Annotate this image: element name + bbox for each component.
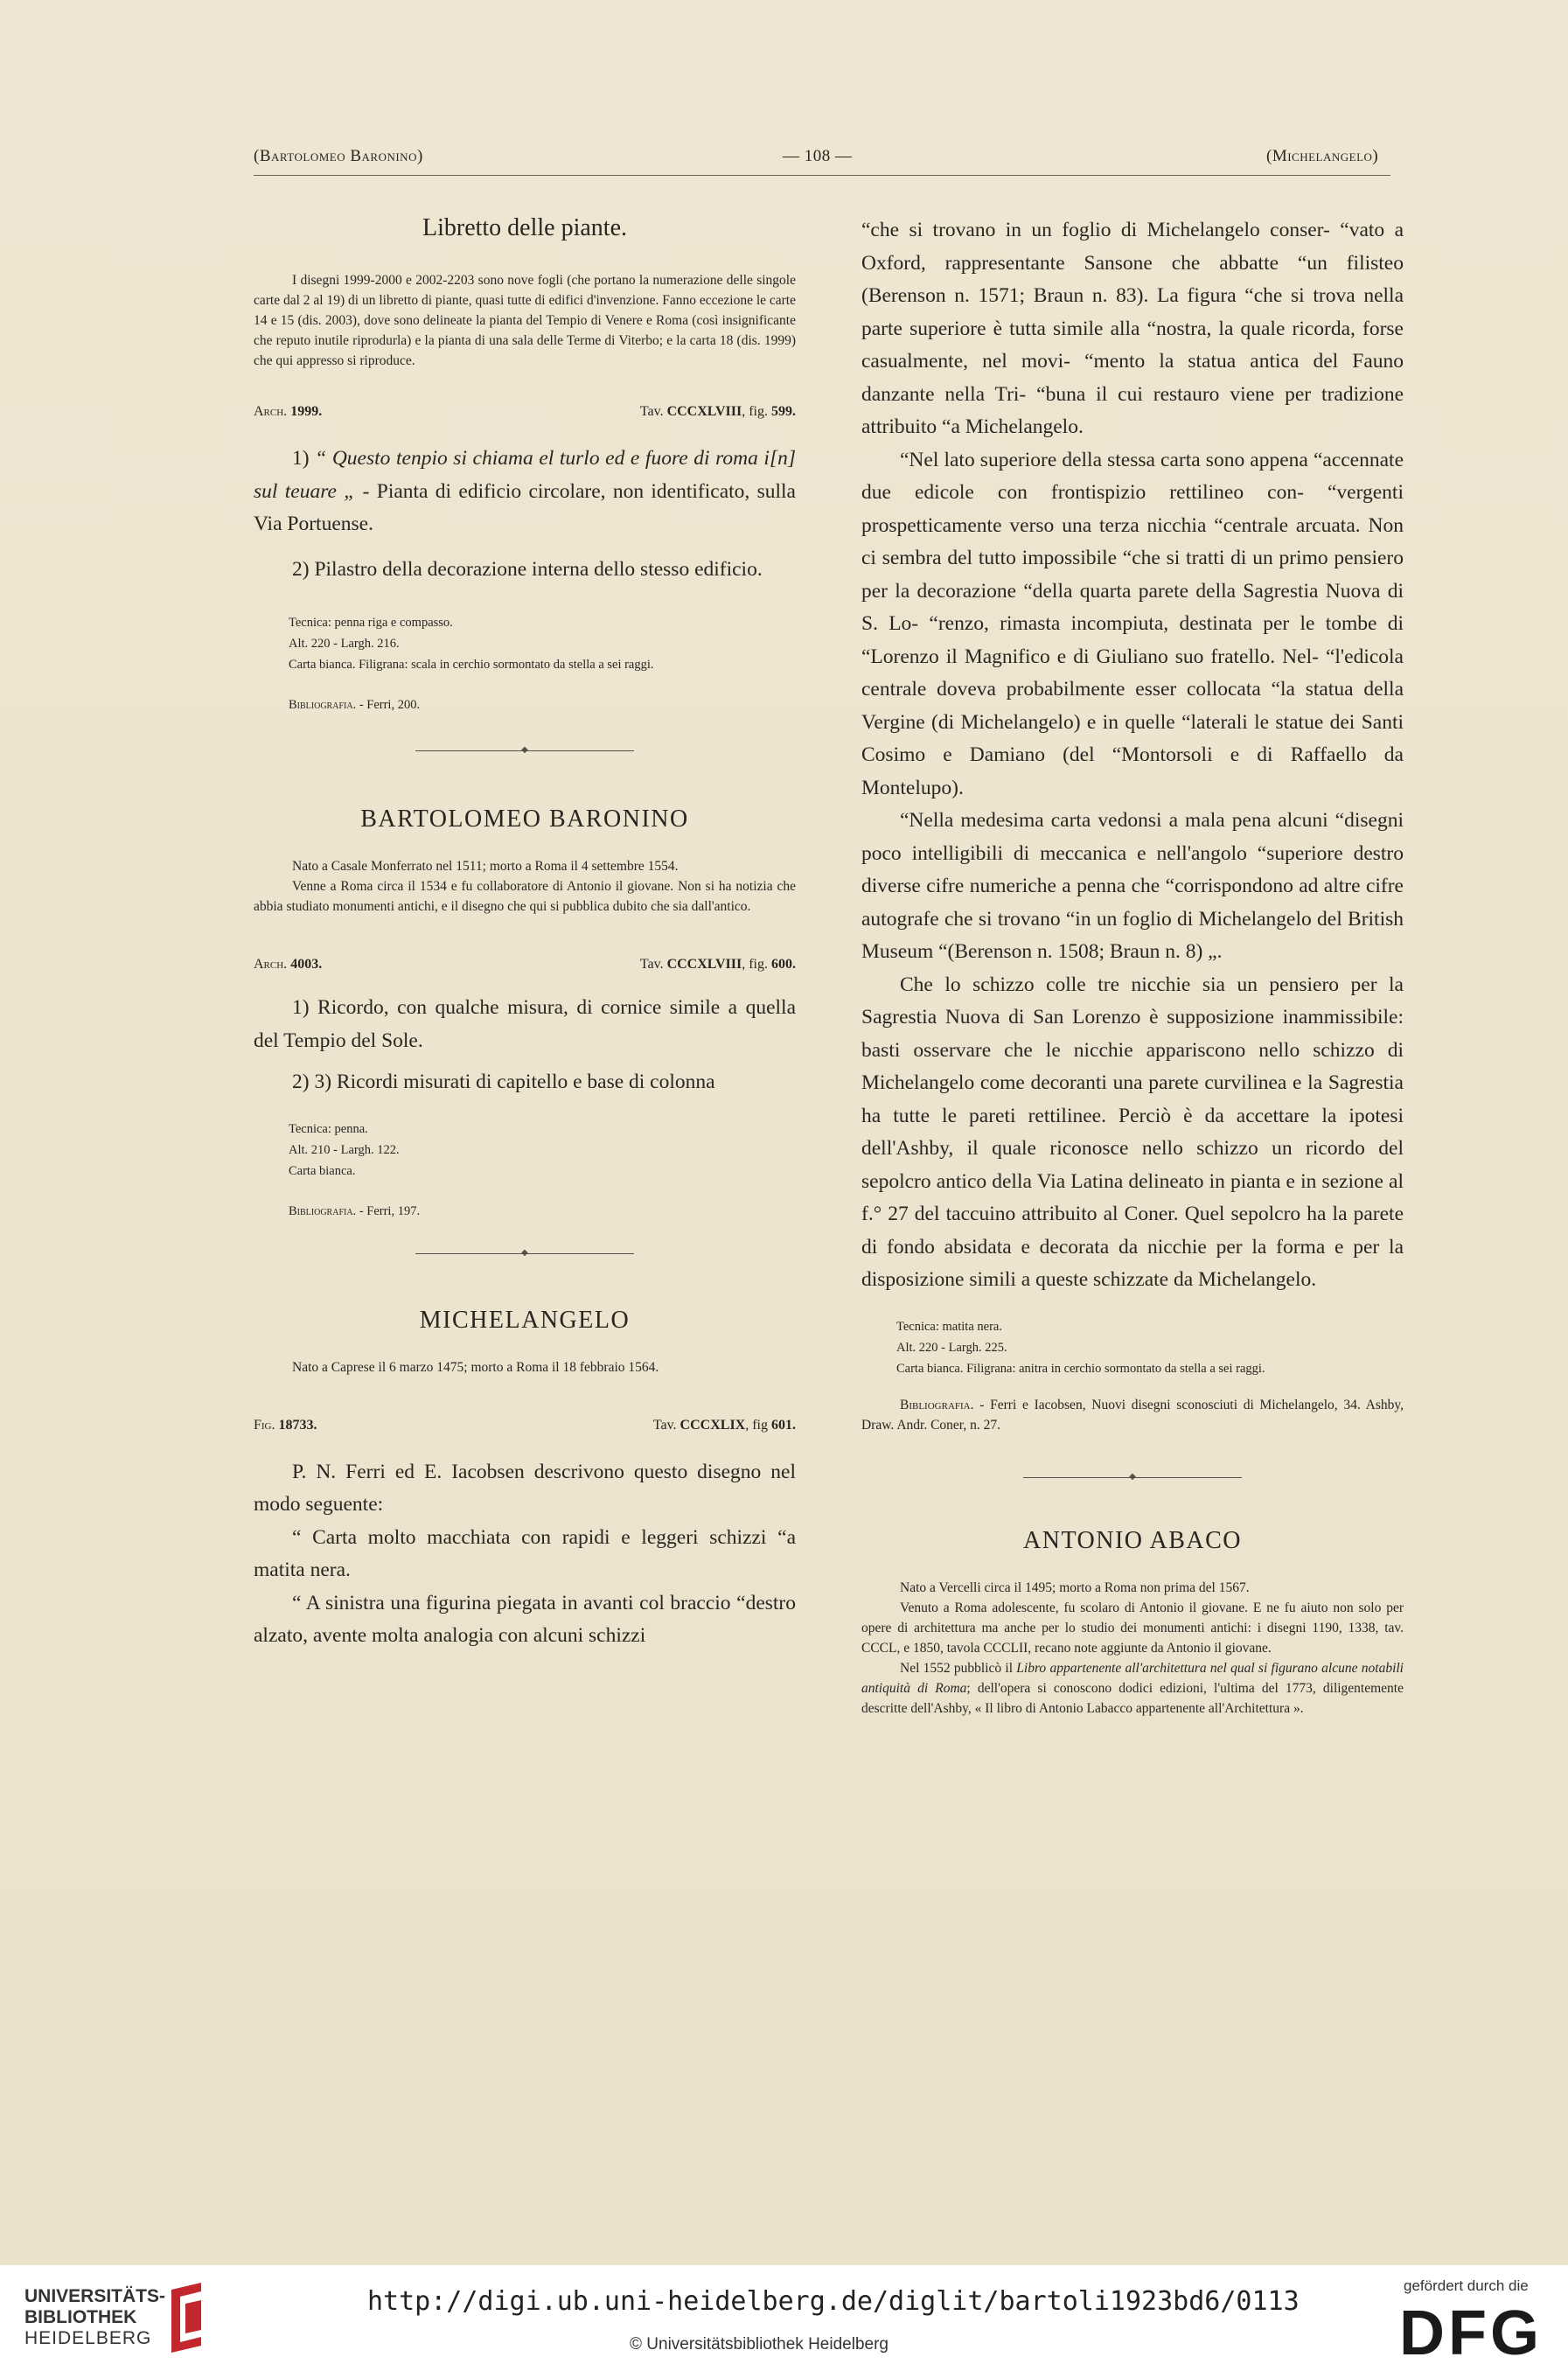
technique-block-3: Tecnica: matita nera. Alt. 220 - Largh. 225. Carta bianca. Filigrana: anitra in cerchio sormontato da stella a sei raggi. bbox=[896, 1319, 1265, 1376]
logo-line-3: HEIDELBERG bbox=[24, 2328, 152, 2348]
section-title-baronino: BARTOLOMEO BARONINO bbox=[360, 805, 689, 833]
ub-logo-mark-icon bbox=[166, 2281, 206, 2360]
baronino-bio: Nato a Casale Monferrato nel 1511; morto a Roma il 4 settembre 1554. Venne a Roma circa il 1534 e fu collaboratore di Antonio il giovane. Non si ha notizia che abbia studiato monumenti antichi, e il disegno che qui si pubblica dubito che sia dall'antico. bbox=[254, 859, 796, 914]
page-number: — 108 — bbox=[783, 147, 853, 165]
digitization-footer bbox=[0, 2265, 1568, 2378]
funding-notice: gefördert durch die bbox=[1404, 2277, 1529, 2294]
item-3-description: 1) Ricordo, con qualche misura, di cornice simile a quella del Tempio del Sole. 2) 3) Ricordi misurati di capitello e base di colonna bbox=[254, 992, 796, 1099]
bibliography-3: Bibliografia. - Ferri e Iacobsen, Nuovi disegni sconosciuti di Michelangelo, 34. Ashby, Draw. Andr. Coner, n. 27. bbox=[861, 1397, 1404, 1433]
header-rule bbox=[254, 175, 1390, 176]
section-title-michelangelo: MICHELANGELO bbox=[419, 1306, 631, 1334]
section-divider: ◆ bbox=[415, 1253, 634, 1254]
bibliography-1: Bibliografia. - Ferri, 200. bbox=[289, 698, 421, 712]
right-column bbox=[861, 214, 1404, 1719]
running-header-left: (Bartolomeo Baronino) bbox=[254, 147, 423, 165]
catalog-ref-4003: Arch. 4003. Tav. CCCXLVIII, fig. 600. bbox=[254, 957, 796, 972]
ub-heidelberg-logo[interactable] bbox=[24, 2286, 165, 2349]
item-1-description: 1) “ Questo tenpio si chiama el turlo ed e fuore di roma i[n] sul teuare „ - Pianta di edificio circolare, non identificato, sulla Via Portuense. 2) Pilastro della decorazione interna dello stesso edificio. bbox=[254, 443, 796, 586]
running-header-right: (Michelangelo) bbox=[1266, 147, 1379, 165]
section-divider: ◆ bbox=[415, 750, 634, 751]
section-divider: ◆ bbox=[1023, 1477, 1242, 1478]
copyright-notice: © Universitätsbibliothek Heidelberg bbox=[630, 2335, 889, 2354]
item-4-description: 2) 3) Ricordi misurati di capitello e base di colonna bbox=[292, 1070, 715, 1093]
left-column bbox=[254, 214, 796, 1653]
catalog-ref-18733: Fig. 18733. Tav. CCCXLIX, fig 601. bbox=[254, 1417, 796, 1433]
item-2-description: 2) Pilastro della decorazione interna dello stesso edificio. bbox=[292, 557, 763, 581]
ashby-hypothesis: Che lo schizzo colle tre nicchie sia un pensiero per la Sagrestia Nuova di San Lorenzo è supposizione inammissibile: basti osservare che le nicchie appariscono nello schizzo di Michelangelo come decoranti una parete curvilinea e la Sagrestia ha tutte le pareti rettilinee. Perciò è da accettare la ipotesi dell'Ashby, il quale riconosce nello schizzo un ricordo del sepolcro antico della Via Latina delineato in pianta e in sezione al f.° 27 del taccuino attribuito al Coner. Quel sepolcro ha la parete di fondo absidata e decorata da nicchie per la forma e per la disposizione simili a queste schizzate da Michelangelo. bbox=[861, 973, 1404, 1291]
technique-block-1: Tecnica: penna riga e compasso. Alt. 220 - Largh. 216. Carta bianca. Filigrana: scala in cerchio sormontato da stella a sei raggi. bbox=[289, 616, 654, 672]
section-title-libretto: Libretto delle piante. bbox=[422, 214, 628, 241]
libretto-intro: I disegni 1999-2000 e 2002-2203 sono nove fogli (che portano la numerazione delle singole carte dal 2 al 19) di un libretto di piante, quasi tutte di edifici d'invenzione. Fanno eccezione le carte 14 e 15 (dis. 2003), dove sono delineate la pianta del Tempio di Venere e Roma (così insignificante che reputo inutile riprodurla) e la pianta di una sala delle Terme di Viterbo; e la carta 18 (dis. 1999) che qui appresso si riproduce. bbox=[254, 273, 796, 368]
abaco-bio: Nato a Vercelli circa il 1495; morto a Roma non prima del 1567. Venuto a Roma adolescente, fu scolaro di Antonio il giovane. E ne fu aiuto non solo per opere di architettura ma anche per lo studio dei monumenti antichi: i disegni 1190, 1338, tav. CCCL, e 1850, tavola CCCLII, recano note aggiunte da Antonio il giovane. Nel 1552 pubblicò il Libro appartenente all'architettura nel qual si figurano alcune notabili antiquità di Roma; dell'opera si conoscono dodici edizioni, l'ultima del 1773, diligentemente descritte dell'Ashby, « Il libro di Antonio Labacco appartenente all'Architettura ». bbox=[861, 1580, 1404, 1716]
quoted-description: “che si trovano in un foglio di Michelangelo conser- “vato a Oxford, rappresentante Sansone che abbatte “un filisteo (Berenson n. 1571; Braun n. 83). La figura “che si trova nella parte superiore è tutta simile alla “nostra, la quale ricorda, forse casualmente, nel movi- “mento la statua antica del Fauno danzante nella Tri- “buna il cui restauro viene per tradizione attribuito “a Michelangelo. “Nel lato superiore della stessa carta sono appena “accennate due edicole con frontispizio rettilineo con- “vergenti prospetticamente verso una terza nicchia “centrale arcuata. Non ci sembra del tutto impossibile “che si tratti di un primo pensiero per la decorazione “della quarta parete della Sagrestia Nuova di S. Lo- “renzo, rimasta incompiuta, destinata per le tombe di “Lorenzo il Magnifico e di Giuliano suo fratello. Nel- “l'edicola centrale doveva probabilmente esser collocata “la statua della Vergine (di Michelangelo) e in quelle “laterali le statue dei Santi Cosimo e Damiano (del “Montorsoli e di Raffaello da Montelupo). “Nella medesima carta vedonsi a mala pena alcuni “disegni poco intelligibili di meccanica e nell'angolo “superiore destro diverse cifre numeriche a penna che “corrispondono ad altre cifre autografe che si trovano “in un foglio di Michelangelo del British Museum “(Berenson n. 1508; Braun n. 8) „. Che lo schizzo colle tre nicchie sia un pensiero per la Sagrestia Nuova di San Lorenzo è supposizione inammissibile: basti osservare che le nicchie appariscono nello schizzo di Michelangelo come decoranti una parete curvilinea e la Sagrestia ha tutte le pareti rettilinee. Perciò è da accettare la ipotesi dell'Ashby, il quale riconosce nello schizzo un ricordo del sepolcro antico della Via Latina delineato in pianta e in sezione al f.° 27 del taccuino attribuito al Coner. Quel sepolcro ha la parete di fondo absidata e decorata da nicchie per la forma e per la disposizione simili a queste schizzate da Michelangelo. bbox=[861, 214, 1404, 1297]
logo-line-1: UNIVERSITÄTS- bbox=[24, 2286, 166, 2306]
catalog-ref-1999: Arch. 1999. Tav. CCCXLVIII, fig. 599. bbox=[254, 404, 796, 419]
logo-line-2: BIBLIOTHEK bbox=[24, 2307, 137, 2327]
michelangelo-description: P. N. Ferri ed E. Iacobsen descrivono questo disegno nel modo seguente: “ Carta molto macchiata con rapidi e leggeri schizzi “a matita nera. “ A sinistra una figurina piegata in avanti col braccio “destro alzato, avente molta analogia con alcuni schizzi bbox=[254, 1460, 796, 1647]
bibliography-2: Bibliografia. - Ferri, 197. bbox=[289, 1203, 421, 1218]
dfg-logo[interactable]: DFG bbox=[1399, 2298, 1543, 2368]
michelangelo-bio: Nato a Caprese il 6 marzo 1475; morto a Roma il 18 febbraio 1564. bbox=[292, 1359, 659, 1375]
section-title-abaco: ANTONIO ABACO bbox=[1023, 1526, 1242, 1554]
permalink-url[interactable]: http://digi.ub.uni-heidelberg.de/diglit/bartoli1923bd6/0113 bbox=[367, 2286, 1300, 2317]
technique-block-2: Tecnica: penna. Alt. 210 - Largh. 122. Carta bianca. bbox=[289, 1121, 400, 1178]
